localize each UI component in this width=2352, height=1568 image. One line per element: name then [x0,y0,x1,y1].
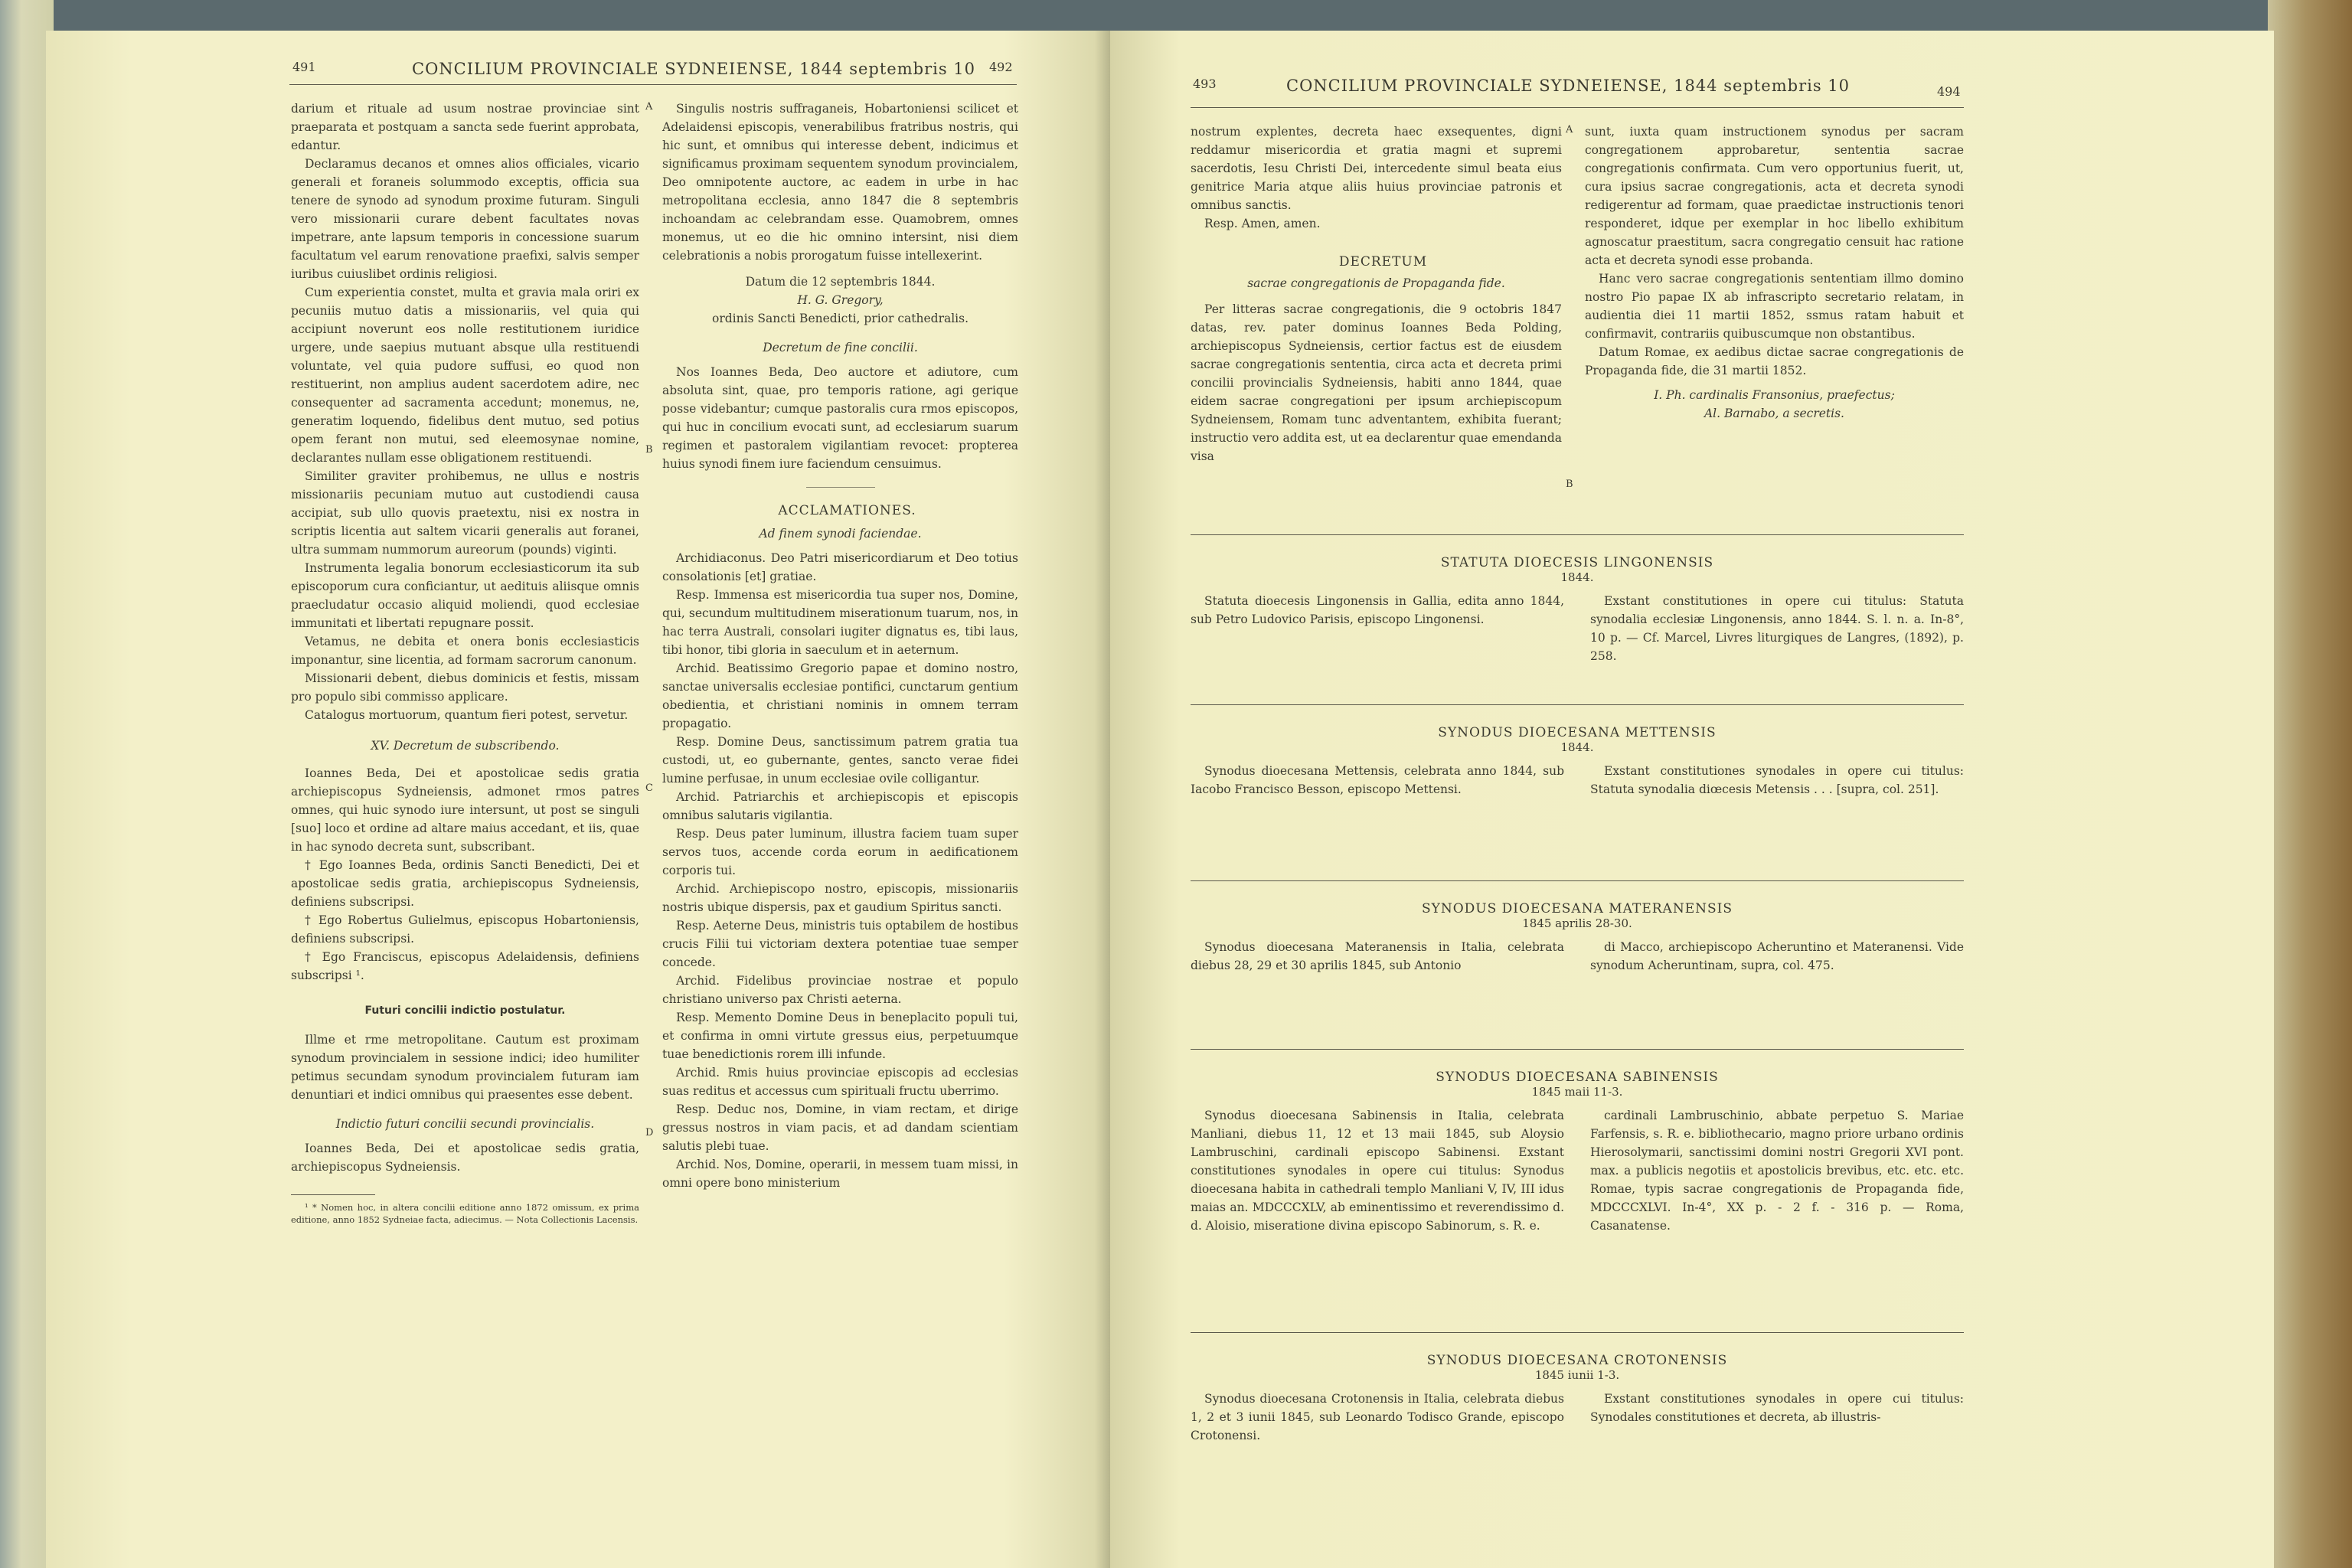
paragraph: Catalogus mortuorum, quantum fieri potest, servetur. [305,708,629,722]
section-year: 1844. [1560,570,1594,584]
right-page-column-1 [1191,122,1562,466]
signature-secretary: Al. Barnabo, a secretis. [1704,407,1844,420]
section-left-text: Statuta dioecesis Lingonensis in Gallia, edita anno 1844, sub Petro Ludovico Parisis, episcopo Lingonensi. [1191,594,1564,626]
paragraph: Instrumenta legalia bonorum ecclesiasticorum ita sub episcoporum cura conficiantur, ut aedituis aliisque omnis praecludatur occasio aliquid moliendi, quod ecclesiae immunitati et libertati repugnare possit. [291,561,639,630]
heading-indictio: Indictio futuri concilii secundi provincialis. [335,1117,595,1131]
running-header-left: CONCILIUM PROVINCIALE SYDNEIENSE, 1844 septembris 10 [412,60,976,78]
section-right-text: Exstant constitutiones synodales in opere cui titulus: Synodales constitutiones et decreta, ab illustris- [1590,1392,1964,1424]
signature: † Ego Robertus Gulielmus, episcopus Hobartoniensis, definiens subscripsi. [291,913,639,946]
section-lingonensis [1191,534,1964,665]
acclamation: Resp. Domine Deus, sanctissimum patrem gratia tua custodi, ut, eo gubernante, gentes, sancto verae fidei lumine perfusae, in unum ecclesiae ovile colligantur. [662,735,1018,786]
right-page [1110,31,2274,1568]
section-year: 1844. [1560,740,1594,754]
signature-role: ordinis Sancti Benedicti, prior cathedralis. [711,312,969,325]
footnote-rule [291,1194,375,1195]
paragraph: Nos Ioannes Beda, Deo auctore et adiutore, cum absoluta sint, quae, pro temporis ratione, agi gerique posse videbantur; cumque pastoralis cura rmos episcopos, qui huc in concilium evocati sunt, ad ecclesiarum suarum regimen et pastoralem vigilantiam revocet: propterea huius synodi finem iure faciendum censuimus. [662,365,1018,471]
page-number-493: 493 [1193,77,1217,91]
page-number-492: 492 [989,60,1013,74]
datum: Datum die 12 septembris 1844. [745,275,936,289]
paragraph: Hanc vero sacrae congregationis sententiam illmo domino nostro Pio papae IX ab infrascripto secretario relatam, in audientia diei 11 martii 1852, ssmus ratam habuit et confirmavit, contrariis quibuscumque non obstantibus. [1585,272,1964,341]
acclamation: Archid. Beatissimo Gregorio papae et domino nostro, sanctae universalis ecclesiae pontifici, cunctarum gentium obedientia, et christiani nominis in omnem terram propagatio. [662,662,1018,730]
section-left-text: Synodus dioecesana Mettensis, celebrata anno 1844, sub Iacobo Francisco Besson, episcopo Mettensi. [1191,764,1564,796]
margin-letter-b: B [645,444,653,456]
section-rule [1191,1049,1964,1050]
section-title: STATUTA DIOECESIS LINGONENSIS [1440,555,1714,570]
section-rule [1191,534,1964,535]
section-right-text: Exstant constitutiones in opere cui titulus: Statuta synodalia ecclesiæ Lingonensis, anno 1844. S. l. n. a. In-8°, 10 p. — Cf. Marcel, Livres liturgiques de Langres, (1892), p. 258. [1590,594,1964,663]
book-edge-right [2268,0,2352,1568]
paragraph: Ioannes Beda, Dei et apostolicae sedis gratia, archiepiscopus Sydneiensis. [291,1142,639,1174]
running-header-right: CONCILIUM PROVINCIALE SYDNEIENSE, 1844 septembris 10 [1286,77,1851,95]
acclamation: Resp. Immensa est misericordia tua super nos, Domine, qui, secundum multitudinem miserationum tuarum, nos, in hac terra Australi, consolari iugiter dignatus es, tibi laus, tibi honor, tibi gloria in saeculum et in aeternum. [662,588,1018,657]
section-title: SYNODUS DIOECESANA MATERANENSIS [1421,901,1733,916]
margin-letter-a: A [645,101,653,113]
acclamation: Resp. Deus pater luminum, illustra faciem tuam super servos tuos, accende corda eorum in aedificationem corporis tui. [662,827,1018,877]
paragraph: Illme et rme metropolitane. Cautum est proximam synodum provincialem in sessione indici; ideo humiliter petimus secundam synodum provincialem futuram iam denuntiari et indici omnibus qui praesentes esse debent. [291,1033,639,1102]
section-left-text: Synodus dioecesana Crotonensis in Italia, celebrata diebus 1, 2 et 3 iunii 1845, sub Leonardo Todisco Grande, episcopo Crotonensi. [1191,1392,1564,1442]
margin-letter-b: B [1566,479,1573,490]
section-right-text: di Macco, archiepiscopo Acheruntino et Materanensi. Vide synodum Acheruntinam, supra, col. 475. [1590,940,1964,972]
section-left-text: Synodus dioecesana Sabinensis in Italia, celebrata Manliani, diebus 11, 12 et 13 maii 1845, sub Aloysio Lambruschini, cardinali episcopo Sabinensi. Exstant constitutiones synodales in opere cui titulus: Synodus dioecesana habita in cathedrali templo Manliani V, IV, III idus maias an. MDCCCXLV, ab eminentissimo et reverendissimo d. d. Aloisio, miseratione divina episcopo Sabinorum, s. R. e. [1191,1109,1564,1233]
paragraph: sunt, iuxta quam instructionem synodus per sacram congregationem approbaretur, sententia sacrae congregationis confirmata. Cum vero opportunius fuerit, ut, cura ipsius sacrae congregationis, acta et decreta synodi redigerentur ad formam, quae praedictae instructionis tenori responderet, idque per exemplar in hoc libello exhibitum agnoscatur praestitum, sacra congregatio censuit hac ratione acta et decreta synodi esse probanda. [1585,125,1964,267]
paragraph: Singulis nostris suffraganeis, Hobartoniensi scilicet et Adelaidensi episcopis, venerabilibus fratribus nostris, qui hic sunt, et omnibus qui interesse debent, indicimus et significamus proximam sequentem synodum provincialem, Deo omnipotente auctore, ac eadem in urbe in hac metropolitana ecclesia, anno 1847 die 8 septembris inchoandam ac celebrandam esse. Quamobrem, omnes monemus, ut eo die hic omnino intersint, nisi diem celebrationis a nobis prorogatum fuisse intellexerint. [662,102,1018,263]
page-number-494: 494 [1937,84,1961,99]
section-title: SYNODUS DIOECESANA CROTONENSIS [1426,1353,1728,1368]
header-rule [289,84,1017,85]
section-title-xv: XV. Decretum de subscribendo. [371,739,560,753]
paragraph: Similiter graviter prohibemus, ne ullus e nostris missionariis pecuniam mutuo aut custodiendi causa accipiat, sub ullo quovis praetextu, nisi ex nostra in scriptis licentia aut saltem vicarii generalis aut foranei, ultra summam nummorum aureorum (pounds) viginti. [291,469,639,557]
acclamation: Archid. Patriarchis et archiepiscopis et episcopis omnibus salutaris vigilantia. [662,790,1018,822]
paragraph: Vetamus, ne debita et onera bonis ecclesiasticis imponantur, sine licentia, ad formam sacrorum canonum. [291,635,639,667]
acclamationes-subtitle: Ad finem synodi faciendae. [759,527,922,541]
section-rule [1191,704,1964,705]
acclamation: Archidiaconus. Deo Patri misericordiarum et Deo totius consolationis [et] gratiae. [662,551,1018,583]
margin-letter-c: C [645,782,653,794]
heading-futuri-concilii: Futuri concilii indictio postulatur. [364,1004,566,1017]
acclamation: Archid. Archiepiscopo nostro, episcopis, missionariis nostris ubique dispersis, pax et gaudium Spiritus sancti. [662,882,1018,914]
section-title: SYNODUS DIOECESANA METTENSIS [1438,725,1717,740]
acclamation: Resp. Aeterne Deus, ministris tuis optabilem de hostibus crucis Filii tui victoriam dextera potentiae tuae semper concede. [662,919,1018,969]
paragraph: Cum experientia constet, multa et gravia mala oriri ex pecuniis mutuo datis a missionariis, vel quia qui accipiunt noverunt eos nolle restitutionem iuridice urgere, unde saepius mutuant absque ulla restituendi voluntate, vel quia pudore suffusi, eo quod non restituerint, non amplius audent sacerdotem adire, nec consequenter ad sacramenta accedunt; monemus, ne, generatim loquendo, fidelibus dent mutuo, sed potius opem ferant non mutui, sed eleemosynae nomine, declarantes nullam esse obligationem restituendi. [291,286,639,465]
section-sabinensis [1191,1049,1964,1235]
paragraph: Declaramus decanos et omnes alios officiales, vicario generali et foraneis solummodo exceptis, officia sua tenere de synodo ad synodum proxime futuram. Singuli vero missionarii curare debent facultates novas impetrare, ante lapsum temporis in concessione suarum facultatum vel earum renovatione praefixi, salvis semper iuribus cuiuslibet ordinis religiosi. [291,157,639,281]
paragraph: nostrum explentes, decreta haec exsequentes, digni reddamur misericordia et gratia magni et supremi sacerdotis, Iesu Christi Dei, intercedente simul beata eius genitrice Maria atque aliis huius provinciae patronis et omnibus sanctis. [1191,125,1562,212]
section-year: 1845 iunii 1-3. [1534,1368,1620,1382]
section-right-text: cardinali Lambruschinio, abbate perpetuo S. Mariae Farfensis, s. R. e. bibliothecario, magno priore urbano ordinis Hierosolymarii, sanctissimi domini nostri Gregorii XVI pont. max. a publicis negotiis et apostolicis brevibus, etc. etc. etc. Romae, typis sacrae congregationis de Propaganda fide, MDCCCXLVI. In-4°, XX p. - 2 f. - 316 p. — Roma, Casanatense. [1590,1109,1964,1233]
margin-letter-d: D [645,1127,654,1138]
acclamation: Archid. Fidelibus provinciae nostrae et populo christiano universo pax Christi aeterna. [662,974,1018,1006]
separator [806,487,875,488]
right-page-column-2 [1585,122,1964,423]
margin-letter-a: A [1566,124,1573,136]
paragraph: Ioannes Beda, Dei et apostolicae sedis gratia archiepiscopus Sydneiensis, admonet rmos patres omnes, qui huic synodo iure intersunt, ut post se singuli [suo] loco et ordine ad altare maius accedant, et iis, quae in hac synodo decreta sunt, subscribant. [291,766,639,854]
section-rule [1191,1332,1964,1333]
section-materanensis [1191,880,1964,975]
signature: † Ego Ioannes Beda, ordinis Sancti Benedicti, Dei et apostolicae sedis gratia, archiepiscopus Sydneiensis, definiens subscripsi. [291,858,639,909]
signature: † Ego Franciscus, episcopus Adelaidensis, definiens subscripsi ¹. [291,950,639,982]
left-page-column-1 [291,100,639,1226]
section-mettensis [1191,704,1964,799]
paragraph: Datum Romae, ex aedibus dictae sacrae congregationis de Propaganda fide, die 31 martii 1852. [1585,345,1964,377]
acclamation: Archid. Rmis huius provinciae episcopis ad ecclesias suas reditus et accessus cum spirituali fructu uberrimo. [662,1066,1018,1098]
response: Resp. Amen, amen. [1204,217,1321,230]
decretum-de-fine-title: Decretum de fine concilii. [763,341,918,354]
section-left-text: Synodus dioecesana Materanensis in Italia, celebrata diebus 28, 29 et 30 aprilis 1845, sub Antonio [1191,940,1564,972]
signature-prefect: I. Ph. cardinalis Fransonius, praefectus; [1654,388,1895,402]
section-right-text: Exstant constitutiones synodales in opere cui titulus: Statuta synodalia diœcesis Metensis . . . [supra, col. 251]. [1590,764,1964,796]
left-page [46,31,1110,1568]
paragraph: darium et rituale ad usum nostrae provinciae sint praeparata et postquam a sancta sede fuerint approbata, edantur. [291,102,639,152]
footnote: ¹ * Nomen hoc, in altera concilii editione anno 1872 omissum, ex prima editione, anno 1852 Sydneiae facta, adiecimus. — Nota Collectionis Lacensis. [291,1202,639,1225]
acclamation: Resp. Memento Domine Deus in beneplacito populi tui, et confirma in omni virtute gressus eius, perpetuumque tuae benedictionis rorem illi infunde. [662,1011,1018,1061]
section-title: SYNODUS DIOECESANA SABINENSIS [1436,1070,1719,1085]
signature-name: H. G. Gregory, [797,293,884,307]
paragraph: Per litteras sacrae congregationis, die 9 octobris 1847 datas, rev. pater dominus Ioannes Beda Polding, archiepiscopus Sydneiensis, certior factus est de eiusdem sacrae congregationis sententia, circa acta et decreta primi concilii provincialis Sydneiensis, habiti anno 1844, quae eidem sacrae congregationi per ipsum archiepiscopum Sydneiensem, Romam tunc adventantem, exhibita fuerant; instructio vero addita est, ut ea declarentur quae emendanda visa [1191,302,1562,463]
acclamationes-title: ACCLAMATIONES. [778,503,916,518]
section-rule [1191,880,1964,881]
decretum-subtitle: sacrae congregationis de Propaganda fide. [1247,276,1505,290]
decretum-title: DECRETUM [1338,254,1428,270]
left-page-column-2 [662,100,1018,1192]
acclamation: Archid. Nos, Domine, operarii, in messem tuam missi, in omni opere bono ministerium [662,1158,1018,1190]
section-year: 1845 aprilis 28-30. [1522,916,1632,930]
acclamation: Resp. Deduc nos, Domine, in viam rectam, et dirige gressus nostros in viam pacis, et ad dandam scientiam salutis plebi tuae. [662,1102,1018,1153]
paragraph: Missionarii debent, diebus dominicis et festis, missam pro populo sibi commisso applicare. [291,671,639,704]
section-year: 1845 maii 11-3. [1531,1085,1623,1099]
section-crotonensis [1191,1332,1964,1445]
header-rule [1191,107,1964,108]
page-number-491: 491 [292,60,316,74]
